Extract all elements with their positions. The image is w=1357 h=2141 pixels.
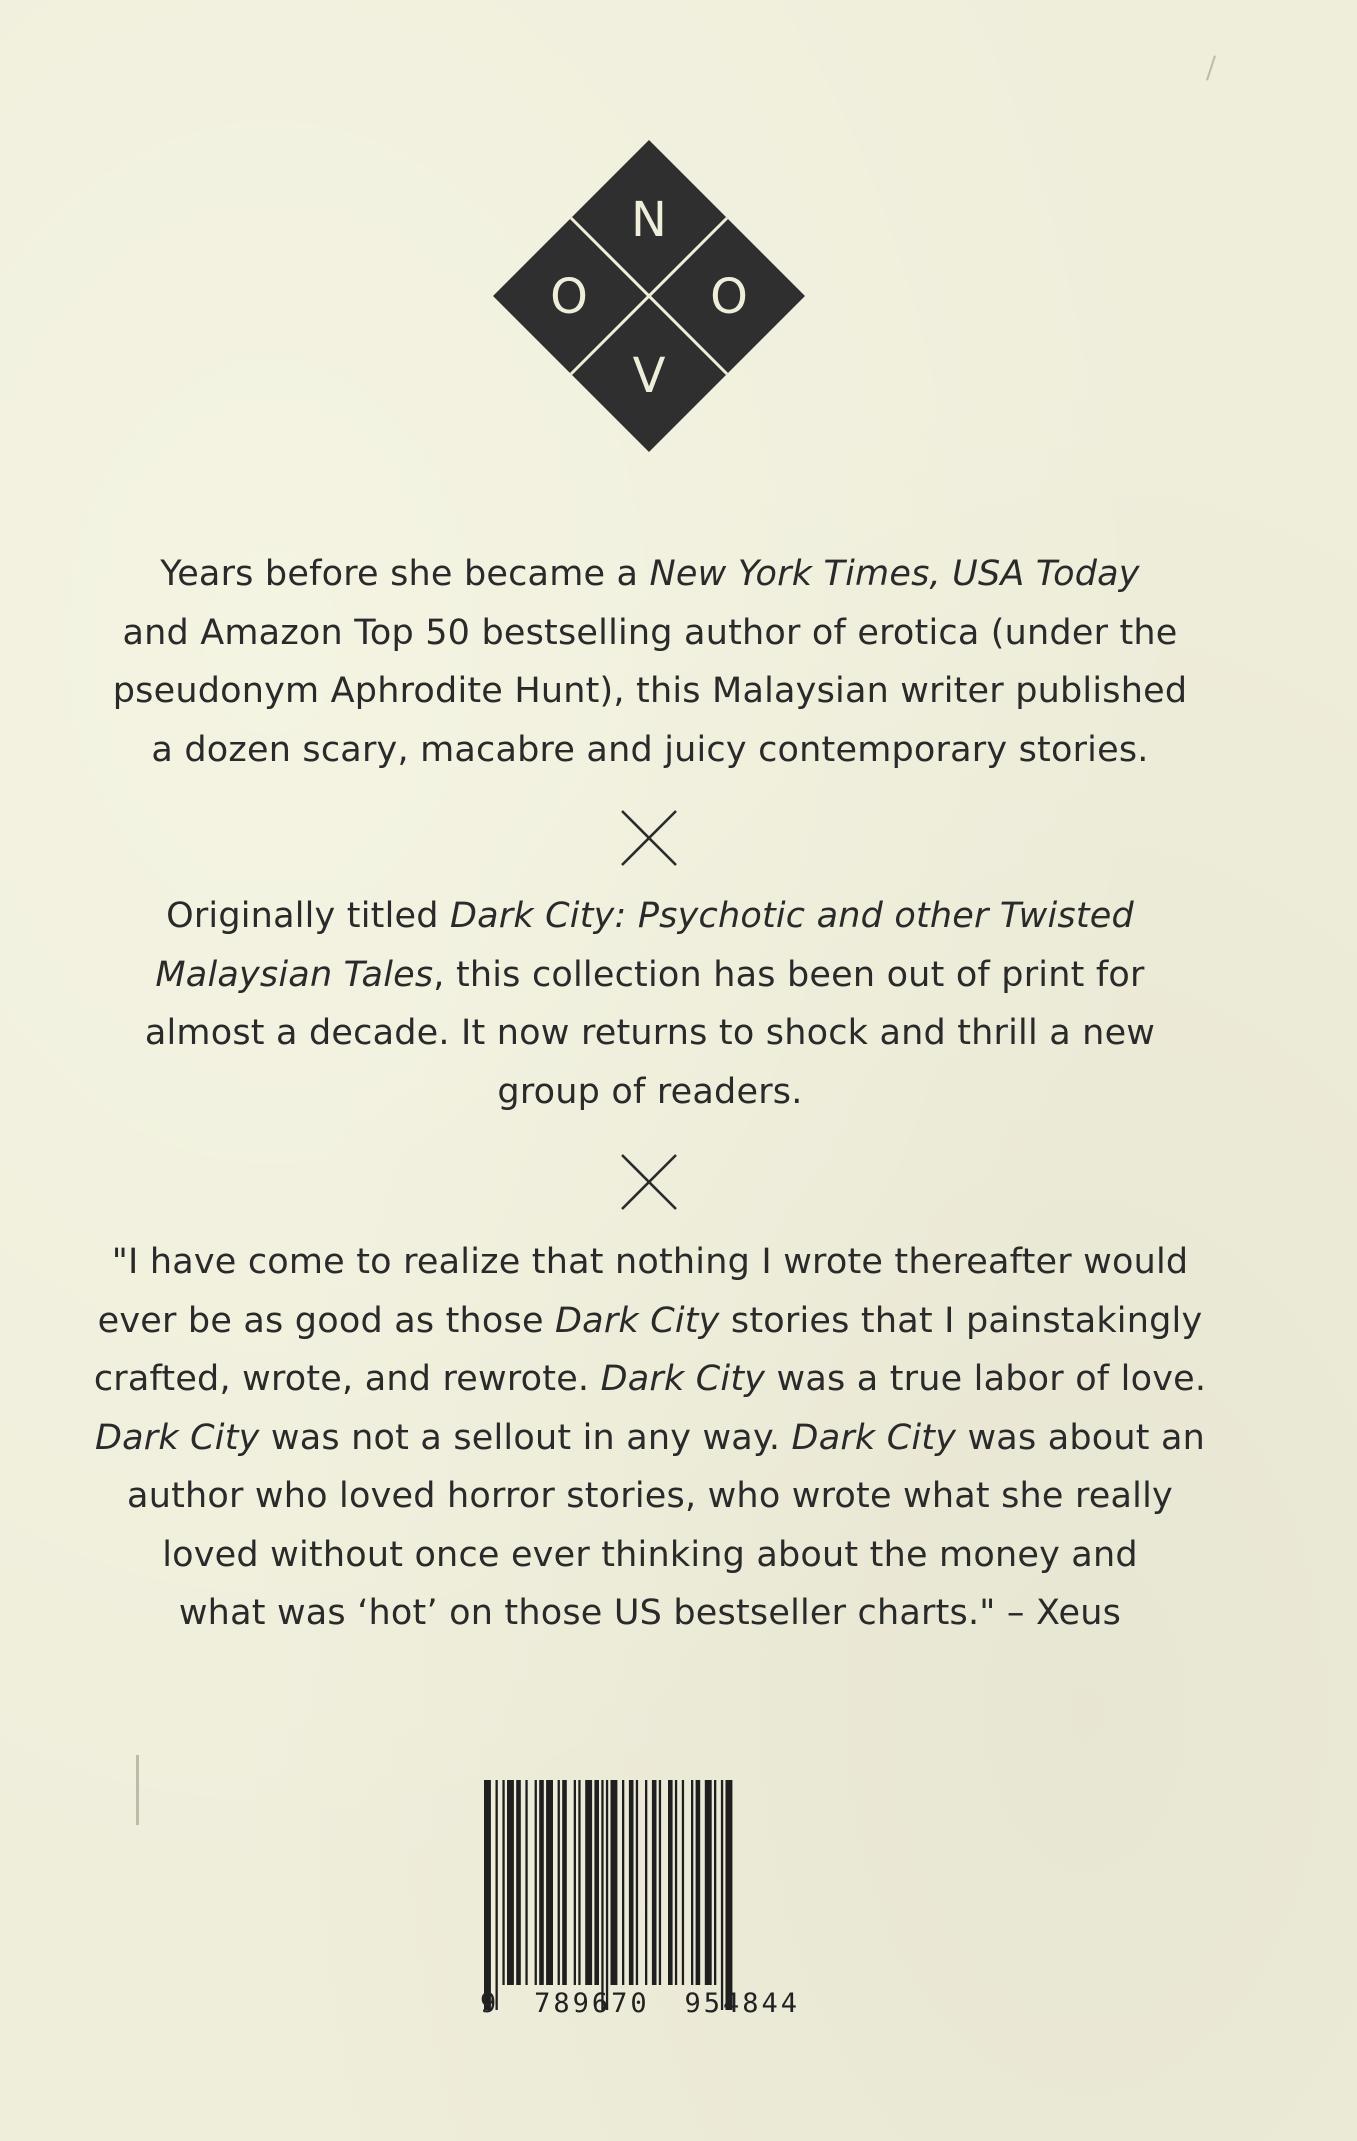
paper-mark bbox=[1206, 55, 1216, 80]
novo-logo bbox=[493, 140, 805, 452]
blurb-line bbox=[90, 662, 1210, 721]
barcode-bar bbox=[496, 1780, 498, 2010]
isbn-right-group: 954844 bbox=[684, 1988, 800, 2019]
barcode-bar bbox=[535, 1780, 537, 1985]
line-text: loved without once ever thinking about the money and bbox=[162, 1534, 1138, 1575]
barcode-bar bbox=[659, 1780, 661, 1985]
line-text: pseudonym Aphrodite Hunt), this Malaysian writer published bbox=[112, 671, 1188, 711]
barcode-bar bbox=[714, 1780, 716, 1985]
blurb-line bbox=[90, 604, 1210, 663]
barcode-bar bbox=[516, 1780, 521, 1985]
line-text: was not a sellout in any way. bbox=[259, 1417, 792, 1458]
barcode-bar bbox=[636, 1780, 638, 1985]
blurb-line bbox=[90, 721, 1210, 780]
barcode-bar bbox=[601, 1780, 603, 2010]
cross-divider-icon bbox=[620, 809, 678, 867]
logo-letter-bottom: V bbox=[632, 348, 666, 404]
barcode-bar bbox=[721, 1780, 723, 2010]
barcode-bar bbox=[484, 1780, 491, 2010]
logo-letter-top: N bbox=[631, 192, 667, 248]
barcode-bar bbox=[507, 1780, 514, 1985]
paper-mark bbox=[136, 1755, 139, 1825]
blurb-line bbox=[90, 887, 1210, 946]
isbn-left-group: 789670 bbox=[534, 1988, 650, 2019]
line-text: was a true labor of love. bbox=[765, 1359, 1207, 1399]
blurb-author-quote bbox=[90, 1233, 1210, 1643]
line-text: what was ‘hot’ on those US bestseller charts." – Xeus bbox=[178, 1593, 1122, 1633]
blurb-author-bio bbox=[90, 545, 1210, 779]
blurb-line bbox=[90, 1292, 1210, 1351]
barcode-bar bbox=[682, 1780, 684, 1985]
line-text: , this collection has been out of print for bbox=[433, 954, 1145, 995]
barcode-bar bbox=[696, 1780, 701, 1985]
blurb-line bbox=[90, 1063, 1210, 1122]
line-text: group of readers. bbox=[497, 1071, 803, 1112]
line-text: stories that I painstakingly bbox=[719, 1300, 1203, 1341]
line-text: "I have come to realize that nothing I wrote thereafter would bbox=[111, 1242, 1189, 1282]
italic-title-text: Dark City bbox=[555, 1300, 720, 1341]
line-text: Years before she became a bbox=[160, 554, 650, 594]
barcode-bar bbox=[525, 1780, 527, 1985]
barcode-bar bbox=[622, 1780, 624, 1985]
isbn-digits bbox=[480, 1988, 800, 2019]
blurb-line bbox=[90, 1350, 1210, 1409]
italic-title-text: Dark City: Psychotic and other Twisted bbox=[449, 896, 1134, 936]
blurb-line bbox=[90, 1584, 1210, 1643]
isbn-first-digit: 9 bbox=[480, 1988, 500, 2019]
italic-title-text: Dark City bbox=[791, 1417, 957, 1458]
italic-title-text: Dark City bbox=[600, 1359, 766, 1399]
italic-title-text: New York Times, USA Today bbox=[649, 554, 1140, 594]
barcode-bar bbox=[502, 1780, 504, 1985]
line-text: was about an bbox=[956, 1417, 1206, 1458]
barcode-bar bbox=[645, 1780, 647, 1985]
italic-title-text: Malaysian Tales bbox=[155, 954, 434, 995]
blurb-line bbox=[90, 1233, 1210, 1292]
barcode-bar bbox=[574, 1780, 576, 1985]
barcode-bar bbox=[539, 1780, 544, 1985]
barcode-bar bbox=[726, 1780, 733, 2010]
barcode-bar bbox=[668, 1780, 673, 1985]
line-text: and Amazon Top 50 bestselling author of erotica (under the bbox=[122, 612, 1178, 653]
line-text: crafted, wrote, and rewrote. bbox=[93, 1359, 601, 1399]
blurb-line bbox=[90, 946, 1210, 1005]
blurb-line bbox=[90, 1467, 1210, 1526]
blurb-line bbox=[90, 1409, 1210, 1468]
barcode-bar bbox=[606, 1780, 608, 2010]
line-text: a dozen scary, macabre and juicy contemporary stories. bbox=[151, 729, 1149, 770]
blurb-line bbox=[90, 1004, 1210, 1063]
logo-letter-right: O bbox=[710, 269, 748, 325]
barcode-bar bbox=[562, 1780, 567, 1985]
isbn-barcode bbox=[480, 1780, 800, 2020]
italic-title-text: Dark City bbox=[94, 1417, 260, 1458]
cross-divider-icon bbox=[620, 1153, 678, 1211]
barcode-bar bbox=[652, 1780, 657, 1985]
blurb-collection-history bbox=[90, 887, 1210, 1121]
blurb-line bbox=[90, 1526, 1210, 1585]
blurb-line bbox=[90, 545, 1210, 604]
line-text: author who loved horror stories, who wrote what she really bbox=[127, 1476, 1173, 1516]
logo-letter-left: O bbox=[550, 269, 588, 325]
barcode-bar bbox=[558, 1780, 560, 1985]
barcode-bar bbox=[578, 1780, 580, 1985]
barcode-bar bbox=[675, 1780, 677, 1985]
barcode-bar bbox=[594, 1780, 599, 1985]
barcode-bar bbox=[611, 1780, 618, 1985]
line-text: ever be as good as those bbox=[97, 1300, 556, 1341]
barcode-bar bbox=[629, 1780, 634, 1985]
line-text: almost a decade. It now returns to shock and thrill a new bbox=[144, 1013, 1156, 1053]
barcode-bar bbox=[546, 1780, 553, 1985]
barcode-bar bbox=[585, 1780, 592, 1985]
barcode-bar bbox=[691, 1780, 693, 1985]
barcode-bar bbox=[705, 1780, 712, 1985]
line-text: Originally titled bbox=[166, 896, 450, 936]
